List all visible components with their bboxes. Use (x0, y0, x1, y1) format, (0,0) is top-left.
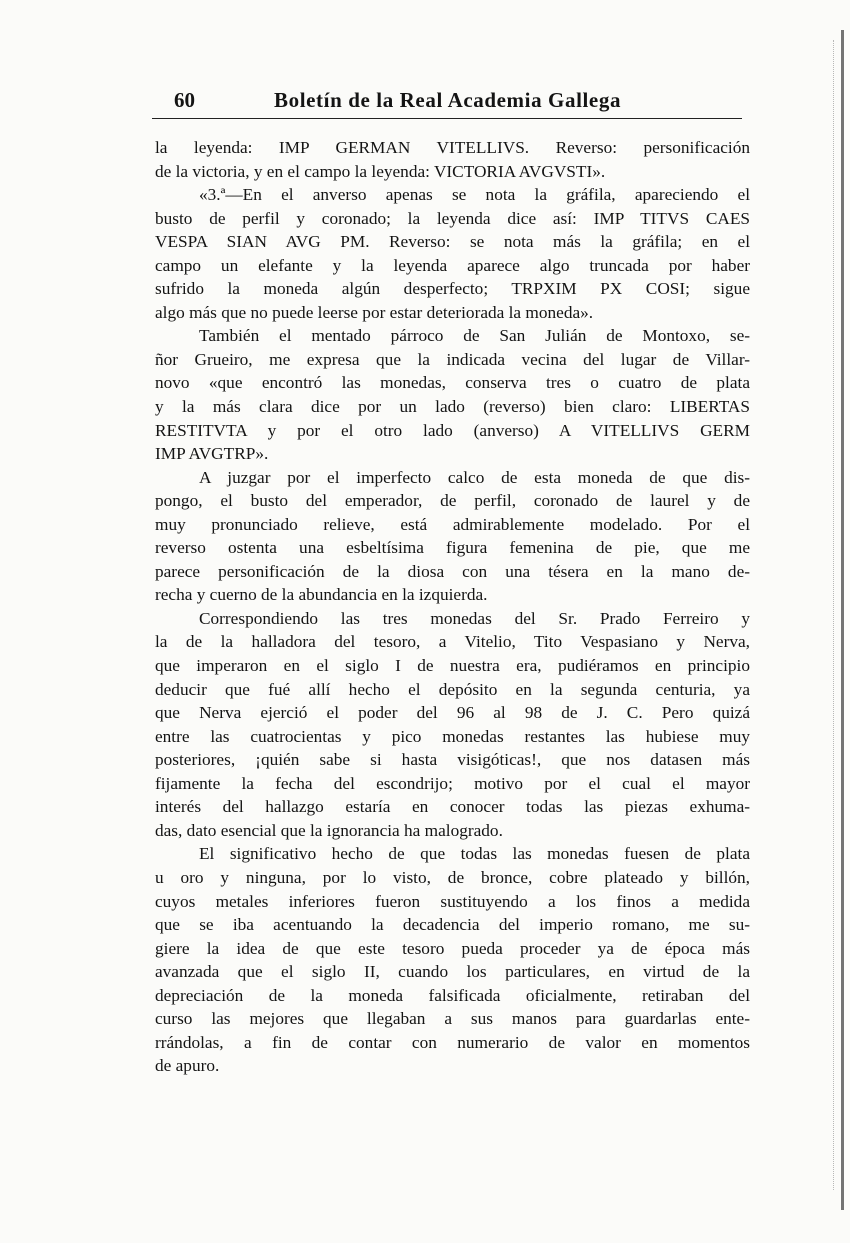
text-line: «3.ª—En el anverso apenas se nota la gráfila, apareciendo el (199, 185, 750, 205)
text-line: algo más que no puede leerse por estar deteriorada la moneda». (155, 302, 594, 322)
text-line: ñor Grueiro, me expresa que la indicada vecina del lugar de Villar- (155, 349, 750, 369)
text-line: de apuro. (155, 1056, 220, 1076)
text-line: depreciación de la moneda falsificada oficialmente, retiraban del (155, 985, 750, 1005)
text-line: curso las mejores que llegaban a sus manos para guardarlas ente- (155, 1009, 750, 1029)
text-line: cuyos metales inferiores fueron sustituyendo a los finos a medida (155, 891, 750, 911)
text-line: busto de perfil y coronado; la leyenda dice así: IMP TITVS CAES (155, 208, 750, 228)
text-line: campo un elefante y la leyenda aparece algo truncada por haber (155, 255, 750, 275)
text-line: rrándolas, a fin de contar con numerario de valor en momentos (155, 1032, 750, 1052)
text-line: novo «que encontró las monedas, conserva tres o cuatro de plata (155, 373, 750, 393)
text-line: RESTITVTA y por el otro lado (anverso) A VITELLIVS GERM (155, 420, 750, 440)
running-title: Boletín de la Real Academia Gallega (274, 88, 622, 112)
text-line: recha y cuerno de la abundancia en la izquierda. (155, 585, 488, 605)
text-line: giere la idea de que este tesoro pueda proceder ya de época más (155, 938, 750, 958)
text-line: das, dato esencial que la ignorancia ha malogrado. (155, 820, 503, 840)
text-line: que se iba acentuando la decadencia del imperio romano, me su- (155, 915, 750, 935)
page-edge-shadow (837, 30, 844, 1210)
body-text (155, 136, 750, 1078)
text-line: pongo, el busto del emperador, de perfil, coronado de laurel y de (155, 491, 750, 511)
page-header (152, 88, 742, 118)
text-line: la de la halladora del tesoro, a Vitelio, Tito Vespasiano y Nerva, (155, 632, 750, 652)
text-line: y la más clara dice por un lado (reverso) bien claro: LIBERTAS (155, 397, 750, 417)
text-line: posteriores, ¡quién sabe si hasta visigóticas!, que nos datasen más (155, 750, 750, 770)
text-line: VESPA SIAN AVG PM. Reverso: se nota más la gráfila; en el (155, 232, 750, 252)
text-line: sufrido la moneda algún desperfecto; TRPXIM PX COSI; sigue (155, 279, 750, 299)
text-line: deducir que fué allí hecho el depósito en la segunda centuria, ya (155, 679, 750, 699)
page-number: 60 (174, 88, 195, 112)
text-line: u oro y ninguna, por lo visto, de bronce, cobre plateado y billón, (155, 867, 750, 887)
text-line: que imperaron en el siglo I de nuestra era, pudiéramos en principio (155, 656, 750, 676)
text-line: entre las cuatrocientas y pico monedas restantes las hubiese muy (155, 726, 750, 746)
text-line: avanzada que el siglo II, cuando los particulares, en virtud de la (155, 962, 750, 982)
text-line: A juzgar por el imperfecto calco de esta moneda de que dis- (199, 467, 750, 487)
text-line: Correspondiendo las tres monedas del Sr. Prado Ferreiro y (199, 608, 750, 628)
text-line: de la victoria, y en el campo la leyenda: VICTORIA AVGVSTI». (155, 161, 606, 181)
text-line: muy pronunciado relieve, está admirablemente modelado. Por el (155, 514, 750, 534)
text-line: El significativo hecho de que todas las monedas fuesen de plata (199, 844, 750, 864)
text-line: la leyenda: IMP GERMAN VITELLIVS. Reverso: personificación (155, 138, 750, 157)
text-line: interés del hallazgo estaría en conocer todas las piezas exhuma- (155, 797, 750, 817)
text-line: También el mentado párroco de San Julián de Montoxo, se- (199, 326, 750, 346)
header-rule (152, 118, 742, 119)
text-line: reverso ostenta una esbeltísima figura femenina de pie, que me (155, 538, 750, 558)
text-line: parece personificación de la diosa con una tésera en la mano de- (155, 561, 750, 581)
page-edge-speckle (831, 40, 834, 1190)
text-line: IMP AVGTRP». (155, 444, 269, 464)
text-line: fijamente la fecha del escondrijo; motivo por el cual el mayor (155, 773, 750, 793)
text-line: que Nerva ejerció el poder del 96 al 98 de J. C. Pero quizá (155, 703, 750, 723)
